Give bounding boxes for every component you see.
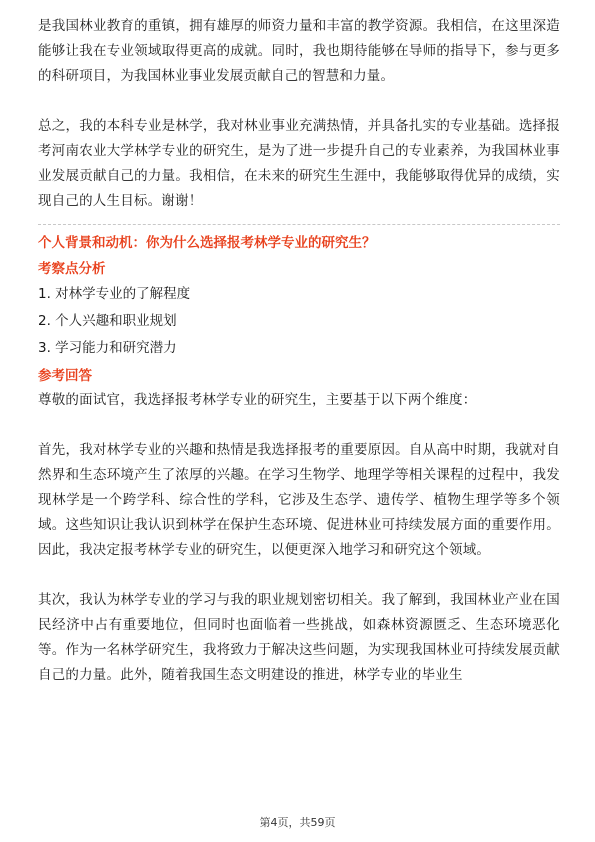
answer-paragraph: 尊敬的面试官，我选择报考林学专业的研究生，主要基于以下两个维度： bbox=[38, 392, 477, 408]
document-page bbox=[38, 14, 560, 688]
page-footer: 第4页，共59页 bbox=[259, 816, 336, 829]
analysis-item: 3. 学习能力和研究潜力 bbox=[38, 340, 177, 356]
answer-paragraph: 首先，我对林学专业的兴趣和热情是我选择报考的重要原因。自从高中时期，我就对自然界和生态环境产生了浓厚的兴趣。在学习生物学、地理学等相关课程的过程中，我发现林学是一个跨学科、综合性的学科，它涉及生态学、遗传学、植物生理学等多个领域。这些知识让我认识到林学在保护生态环境、促进林业可持续发展方面的重要作用。因此，我决定报考林学专业的研究生，以便更深入地学习和研究这个领域。 bbox=[38, 442, 560, 558]
answer-heading: 参考回答 bbox=[38, 368, 92, 384]
analysis-item: 2. 个人兴趣和职业规划 bbox=[38, 313, 177, 329]
analysis-heading: 考察点分析 bbox=[38, 261, 106, 277]
answer-paragraph: 其次，我认为林学专业的学习与我的职业规划密切相关。我了解到，我国林业产业在国民经济中占有重要地位，但同时也面临着一些挑战，如森林资源匮乏、生态环境恶化等。作为一名林学研究生，我将致力于解决这些问题，为实现我国林业可持续发展贡献自己的力量。此外，随着我国生态文明建设的推进，林学专业的毕业生 bbox=[38, 592, 560, 683]
section-divider bbox=[38, 224, 560, 225]
analysis-item: 1. 对林学专业的了解程度 bbox=[38, 286, 191, 302]
conclusion-paragraph: 总之，我的本科专业是林学，我对林业事业充满热情，并具备扎实的专业基础。选择报考河南农业大学林学专业的研究生，是为了进一步提升自己的专业素养，为我国林业事业发展贡献自己的力量。我相信，在未来的研究生生涯中，我能够取得优异的成绩，实现自己的人生目标。谢谢！ bbox=[38, 118, 560, 209]
question-title: 个人背景和动机：你为什么选择报考林学专业的研究生？ bbox=[38, 235, 376, 251]
intro-paragraph: 是我国林业教育的重镇，拥有雄厚的师资力量和丰富的教学资源。我相信，在这里深造能够让我在专业领域取得更高的成就。同时，我也期待能够在导师的指导下，参与更多的科研项目，为我国林业事业发展贡献自己的智慧和力量。 bbox=[38, 18, 560, 84]
